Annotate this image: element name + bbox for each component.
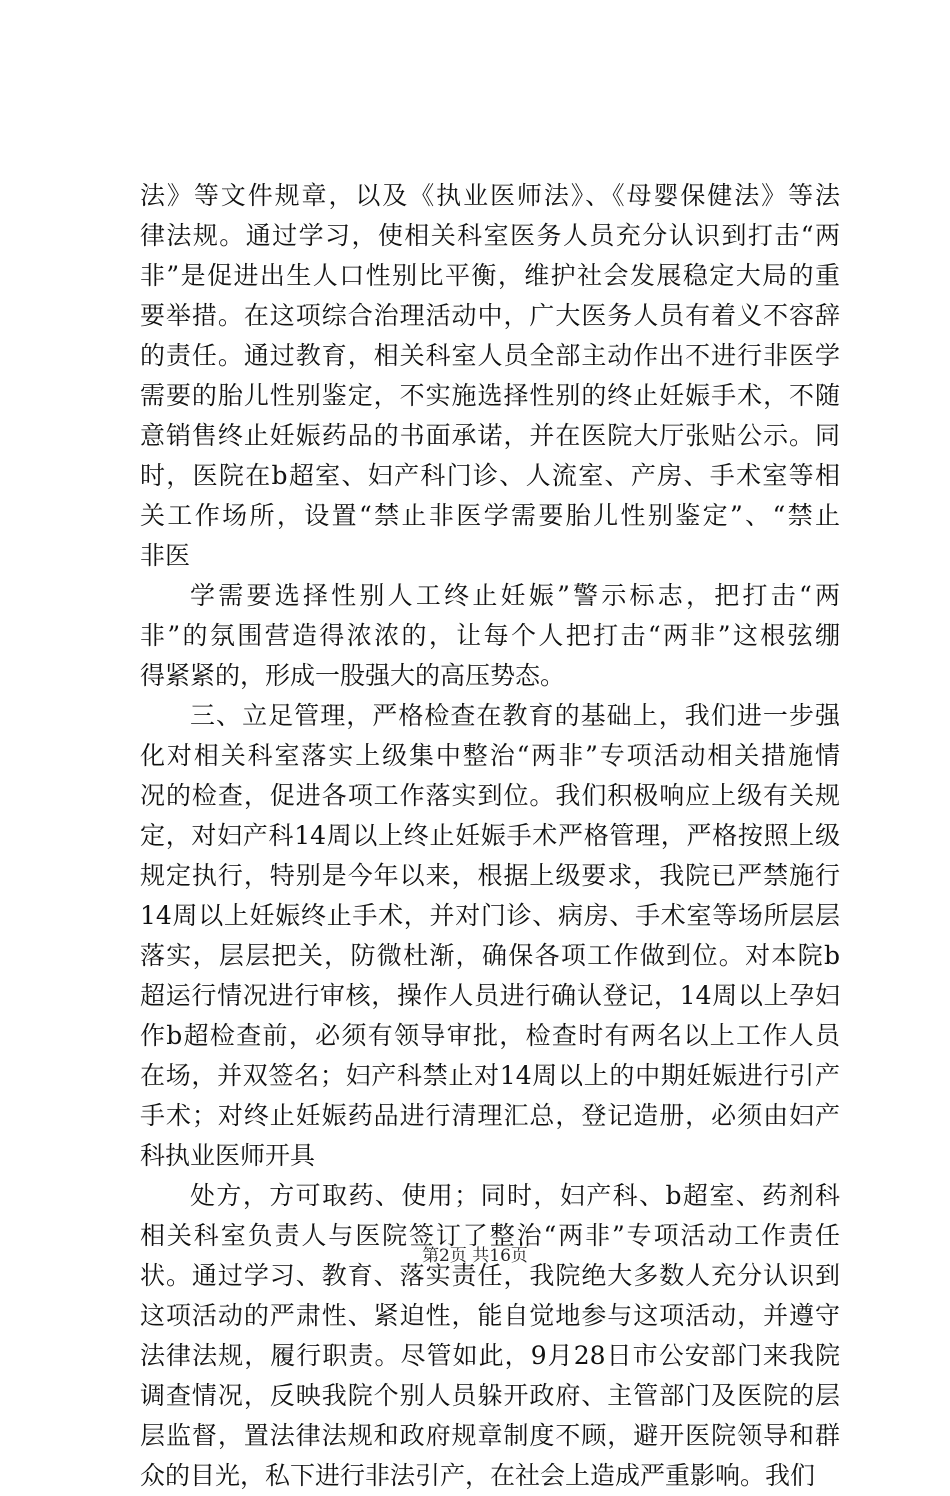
paragraph	[140, 176, 840, 576]
text-line: 化对相关科室落实上级集中整治“两非”专项活动相关措施情	[140, 741, 840, 770]
text-line: 超运行情况进行审核，操作人员进行确认登记，14周以上孕妇	[140, 981, 840, 1010]
text-line: 定，对妇产科14周以上终止妊娠手术严格管理，严格按照上级	[140, 821, 840, 850]
text-line: 时，医院在b超室、妇产科门诊、人流室、产房、手术室等相	[140, 461, 840, 490]
text-line: 作b超检查前，必须有领导审批，检查时有两名以上工作人员	[140, 1021, 840, 1050]
text-line: 相关科室负责人与医院签订了整治“两非”专项活动工作责任	[140, 1221, 840, 1250]
text-line: 手术；对终止妊娠药品进行清理汇总，登记造册，必须由妇产	[140, 1101, 840, 1130]
page-footer: 第2页 共16页	[422, 1246, 528, 1266]
text-line: 得紧紧的，形成一股强大的高压势态。	[140, 661, 566, 690]
text-line: 学需要选择性别人工终止妊娠”警示标志，把打击“两	[190, 581, 840, 610]
text-line: 的责任。通过教育，相关科室人员全部主动作出不进行非医学	[140, 341, 840, 370]
text-line: 关工作场所，设置“禁止非医学需要胎儿性别鉴定”、“禁止	[140, 501, 840, 530]
text-line: 三、立足管理，严格检查在教育的基础上，我们进一步强	[190, 701, 840, 730]
text-line: 意销售终止妊娠药品的书面承诺，并在医院大厅张贴公示。同	[140, 421, 840, 450]
document-body	[140, 176, 840, 1496]
text-line: 处方，方可取药、使用；同时，妇产科、b超室、药剂科	[190, 1181, 840, 1210]
text-line: 法》等文件规章，以及《执业医师法》、《母婴保健法》等法	[140, 181, 840, 210]
text-line: 层监督，置法律法规和政府规章制度不顾，避开医院领导和群	[140, 1421, 840, 1450]
text-line: 状。通过学习、教育、落实责任，我院绝大多数人充分认识到	[140, 1261, 840, 1290]
text-line: 非医	[140, 541, 191, 570]
text-line: 法律法规，履行职责。尽管如此，9月28日市公安部门来我院	[140, 1341, 840, 1370]
text-line: 需要的胎儿性别鉴定，不实施选择性别的终止妊娠手术，不随	[140, 381, 840, 410]
text-line: 律法规。通过学习，使相关科室医务人员充分认识到打击“两	[140, 221, 840, 250]
text-line: 调查情况，反映我院个别人员躲开政府、主管部门及医院的层	[140, 1381, 840, 1410]
paragraph	[140, 696, 840, 1176]
text-line: 14周以上妊娠终止手术，并对门诊、病房、手术室等场所层层	[140, 901, 840, 930]
text-line: 非”的氛围营造得浓浓的，让每个人把打击“两非”这根弦绷	[140, 621, 840, 650]
text-line: 非”是促进出生人口性别比平衡，维护社会发展稳定大局的重	[140, 261, 840, 290]
text-line: 要举措。在这项综合治理活动中，广大医务人员有着义不容辞	[140, 301, 840, 330]
text-line: 在场，并双签名；妇产科禁止对14周以上的中期妊娠进行引产	[140, 1061, 840, 1090]
text-line: 落实，层层把关，防微杜渐，确保各项工作做到位。对本院b	[140, 941, 840, 970]
paragraph	[140, 576, 840, 696]
text-line: 科执业医师开具	[140, 1141, 316, 1170]
text-line: 这项活动的严肃性、紧迫性，能自觉地参与这项活动，并遵守	[140, 1301, 840, 1330]
text-line: 规定执行，特别是今年以来，根据上级要求，我院已严禁施行	[140, 861, 840, 890]
text-line: 众的目光，私下进行非法引产，在社会上造成严重影响。我们	[140, 1461, 816, 1490]
paragraph	[140, 1176, 840, 1496]
text-line: 况的检查，促进各项工作落实到位。我们积极响应上级有关规	[140, 781, 840, 810]
